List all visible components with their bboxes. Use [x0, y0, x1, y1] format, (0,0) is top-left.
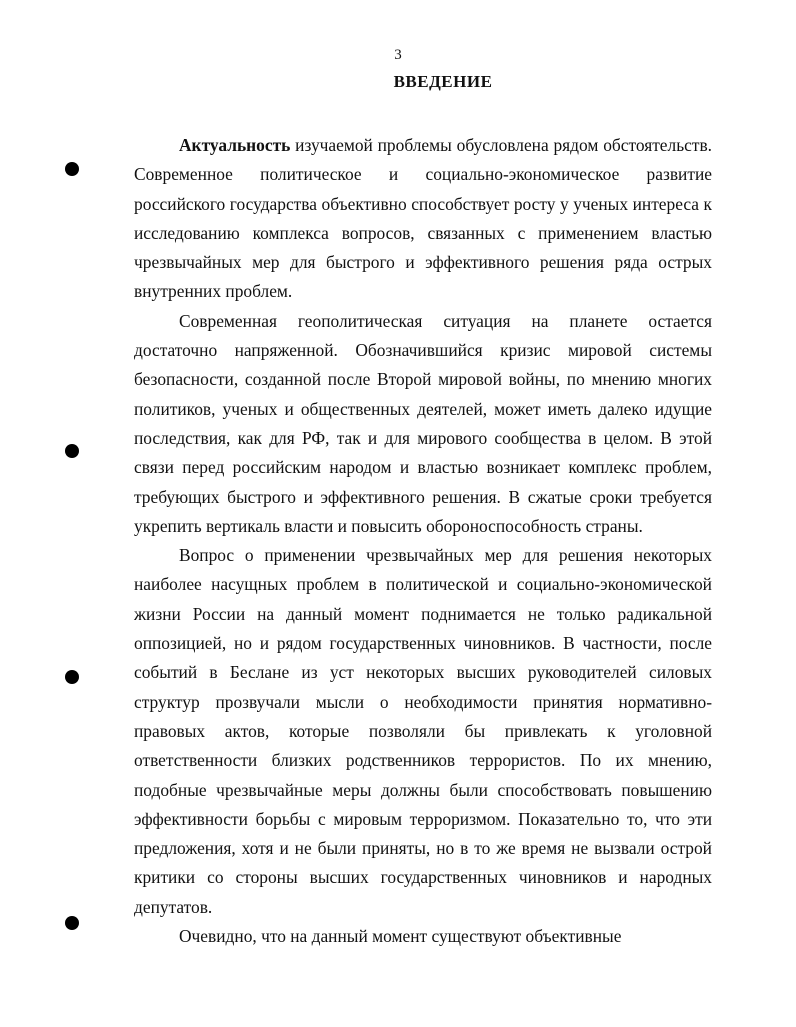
paragraph-relevance [134, 131, 712, 307]
binder-hole-2 [65, 444, 79, 458]
paragraph-conclusion-start: Очевидно, что на данный момент существуют объективные [179, 926, 622, 947]
relevance-lead: Актуальность [179, 135, 291, 155]
paragraph-emergency-measures: Вопрос о применении чрезвычайных мер для решения некоторых наиболее насущных проблем в политической и социально-экономической жизни России на данный момент поднимается не только радикальной оппозицией, но и рядом государственных чиновников. В частности, после событий в Беслане из уст некоторых высших руководителей силовых структур прозвучали мысли о необходимости принятия нормативно-правовых актов, которые позволяли бы привлекать к уголовной ответственности близких родственников террористов. По их мнению, подобные чрезвычайные меры должны были способствовать повышению эффективности борьбы с мировым терроризмом. Показательно то, что эти предложения, хотя и не были приняты, но в то же время не вызвали острой критики со стороны высших государственных чиновников и народных депутатов. [134, 545, 712, 917]
paragraph-geopolitics: Современная геополитическая ситуация на планете остается достаточно напряженной. Обозначившийся кризис мировой системы безопасности, созданной после Второй мировой войны, по мнению многих политиков, ученых и общественных деятелей, может иметь далеко идущие последствия, как для РФ, так и для мирового сообщества в целом. В этой связи перед российским народом и властью возникает комплекс проблем, требующих быстрого и эффективного решения. В сжатые сроки требуется укрепить вертикаль власти и повысить обороноспособность страны. [134, 310, 712, 536]
binder-hole-4 [65, 916, 79, 930]
page-number: 3 [394, 47, 402, 63]
page-title: ВВЕДЕНИЕ [393, 72, 493, 91]
binder-hole-1 [65, 162, 79, 176]
body-text [134, 131, 712, 951]
binder-hole-3 [65, 670, 79, 684]
paragraph-text: изучаемой проблемы обусловлена рядом обстоятельств. Современное политическое и социально-экономическое развитие российского государства объективно способствует росту у ученых интереса к исследованию комплекса вопросов, связанных с применением властью чрезвычайных мер для быстрого и эффективного решения ряда острых внутренних проблем. [134, 135, 712, 302]
